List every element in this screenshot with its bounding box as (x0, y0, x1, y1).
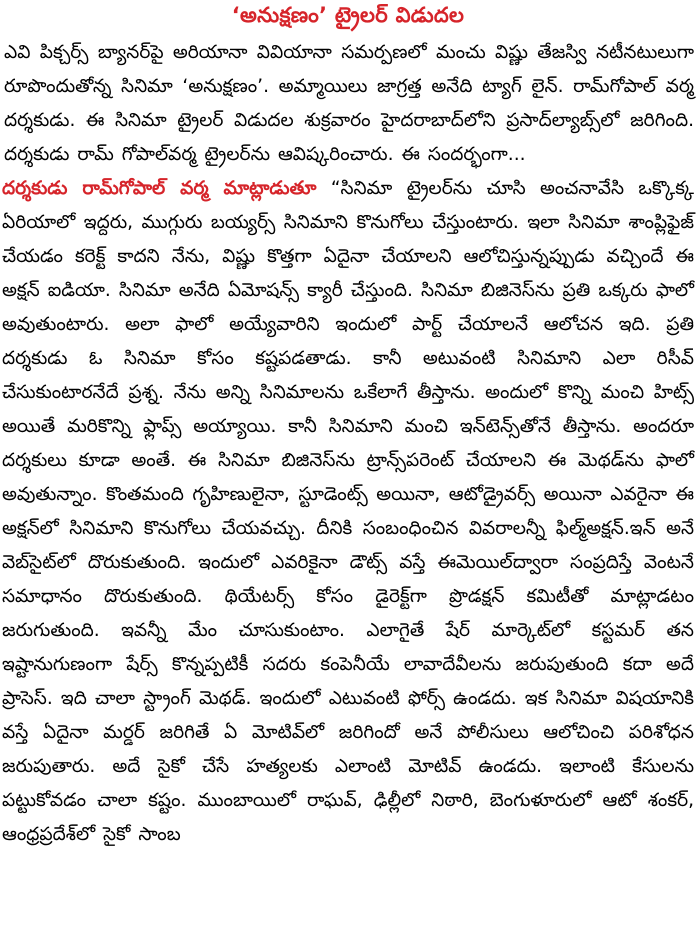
quote-paragraph (2, 172, 694, 852)
title-bar (2, 0, 694, 36)
article-title: ‘అనుక్షణం’ ట్రైలర్ విడుదల (231, 3, 465, 27)
speaker-label: దర్శకుడు రామ్‌గోపాల్ వర్మ మాట్లాడుతూ (2, 178, 317, 199)
intro-paragraph: ఎవి పిక్చర్స్ బ్యానర్‌పై అరియానా వివియానా సమర్పణలో మంచు విష్ణు తేజస్వి నటీనటులుగా రూపొందుతోన్న సినిమా ‘అనుక్షణం’. అమ్మాయిలు జాగ్రత్త అనేది ట్యాగ్ లైన్. రామ్‌గోపాల్ వర్మ దర్శకుడు. ఈ సినిమా ట్రైలర్ విడుదల శుక్రవారం హైదరాబాద్‌లోని ప్రసాద్‌ల్యాబ్స్‌లో జరిగింది. దర్శకుడు రామ్ గోపాల్‌వర్మ ట్రైలర్‌ను ఆవిష్కరించారు. ఈ సందర్భంగా... (4, 42, 694, 165)
quote-text: “సినిమా ట్రైలర్‌ను చూసి అంచనావేసి ఒక్కొక్క ఏరియాలో ఇద్దరు, ముగ్గురు బయ్యర్స్ సినిమాని కొనుగోలు చేస్తుంటారు. ఇలా సినిమా శాంప్లిఫైజ్ చేయడం కరెక్ట్ కాదని నేను, విష్ణు కొత్తగా ఏదైనా చేయాలని ఆలోచిస్తున్నప్పుడు వచ్చిందే ఈ అక్షన్ ఐడియా. సినిమా అనేది ఏమోషన్స్ క్యారీ చేస్తుంది. సినిమా బిజినెస్‌ను ప్రతి ఒక్కరు ఫాలో అవుతుంటారు. అలా ఫాలో అయ్యేవారిని ఇందులో పార్ట్ చేయాలనే ఆలోచన ఇది. ప్రతి దర్శకుడు ఓ సినిమా కోసం కష్టపడతాడు. కానీ అటువంటి సినిమాని ఎలా రిసీవ్ చేసుకుంటారనేదే ప్రశ్న. నేను అన్ని సినిమాలను ఒకేలాగే తీస్తాను. అందులో కొన్ని మంచి హిట్స్ అయితే మరికొన్ని ఫ్లాప్స్ అయ్యాయి. కానీ సినిమాని మంచి ఇన్‌టెన్స్‌తోనే తీస్తాను. అందరూ దర్శకులు కూడా అంతే. ఈ సినిమా బిజినెస్‌ను ట్రాన్స్‌పరెంట్ చేయాలని ఈ మెథడ్‌ను ఫాలో అవుతున్నాం. కొంతమంది గృహిణులైనా, స్టూడెంట్స్ అయినా, ఆటోడ్రైవర్స్ అయినా ఎవరైనా ఈ అక్షన్‌లో సినిమాని కొనుగోలు చేయవచ్చు. దీనికి సంబంధించిన వివరాలన్నీ ఫిల్మ్‌అక్షన్.ఇన్ అనే వెబ్‌సైట్‌లో దొరుకుతుంది. ఇందులో ఎవరికైనా డౌట్స్ వస్తే ఈమెయిల్‌ద్వారా సంప్రదిస్తే వెంటనే సమాధానం దొరుకుతుంది. థియేటర్స్ కోసం డైరెక్ట్‌గా ప్రొడక్షన్ కమిటీతో మాట్లాడటం జరుగుతుంది. ఇవన్నీ మేం చూసుకుంటాం. ఎలాగైతే షేర్ మార్కెట్‌లో కస్టమర్ తన ఇష్టానుగుణంగా షేర్స్ కొన్నప్పటికీ సదరు కంపెనీయే లావాదేవీలను జరుపుతుంది కదా అదే ప్రాసెస్. ఇది చాలా స్ట్రాంగ్ మెథడ్. ఇందులో ఎటువంటి ఫోర్స్ ఉండదు. ఇక సినిమా విషయానికి వస్తే ఏదైనా మర్డర్ జరిగితే ఏ మోటివ్‌లో జరిగిందో అనే పోలీసులు ఆలోచించి పరిశోధన జరుపుతారు. అదే సైకో చేసే హత్యలకు ఎలాంటి మోటివ్ ఉండదు. ఇలాంటి కేసులను పట్టుకోవడం చాలా కష్టం. ముంబాయిలో రాఘవ్, ఢిల్లీలో నిఠారి, బెంగుళూరులో ఆటో శంకర్, ఆంధ్రప్రదేశ్‌లో సైకో సాంబ (2, 178, 694, 845)
